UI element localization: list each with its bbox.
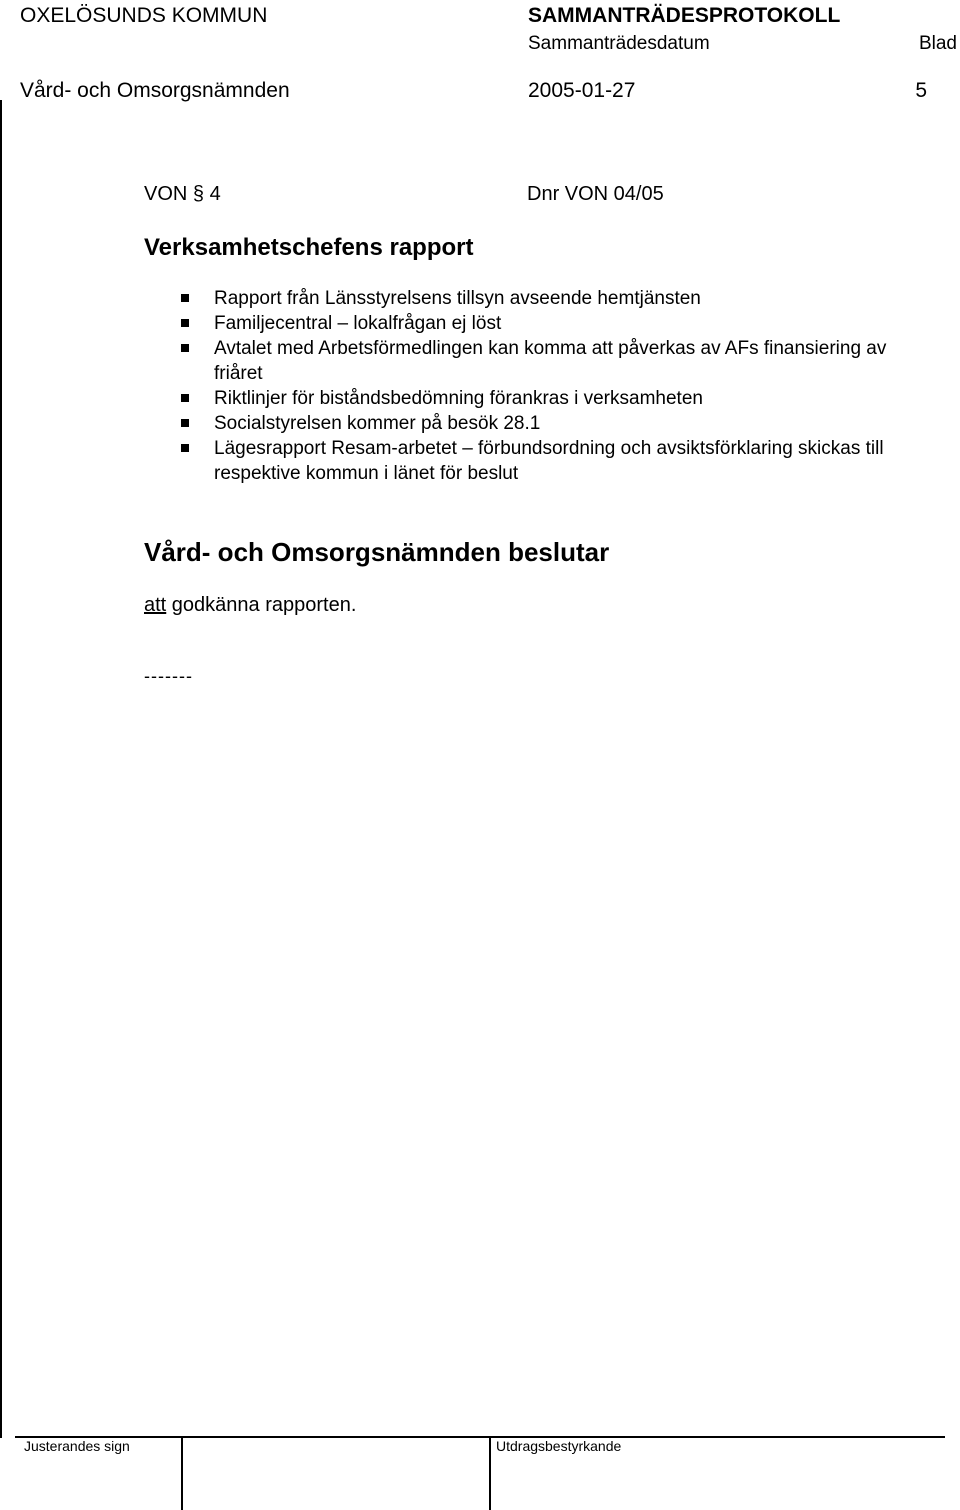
footer-column-line: [181, 1436, 183, 1510]
section-title: Verksamhetschefens rapport: [144, 234, 474, 261]
list-item: [144, 436, 904, 486]
bullet-square-icon: [181, 444, 189, 452]
list-item: [144, 411, 904, 436]
meeting-date: 2005-01-27: [528, 79, 636, 102]
list-item: [144, 336, 904, 386]
list-item-text: Socialstyrelsen kommer på besök 28.1: [214, 413, 541, 434]
bullet-square-icon: [181, 344, 189, 352]
list-item-text: Rapport från Länsstyrelsens tillsyn avseende hemtjänsten: [214, 288, 701, 309]
footer-divider: [15, 1436, 945, 1438]
bullet-square-icon: [181, 294, 189, 302]
left-frame-line: [0, 100, 2, 1438]
report-item-list: [144, 286, 904, 486]
bullet-square-icon: [181, 394, 189, 402]
section-separator: -------: [144, 666, 193, 686]
signature-label: Justerandes sign: [24, 1438, 130, 1454]
paragraph-reference: VON § 4: [144, 183, 221, 205]
diary-number: Dnr VON 04/05: [527, 183, 664, 205]
list-item: [144, 311, 904, 336]
document-type: SAMMANTRÄDESPROTOKOLL: [528, 4, 841, 27]
list-item-text: Riktlinjer för biståndsbedömning förankras i verksamheten: [214, 388, 703, 409]
bullet-square-icon: [181, 319, 189, 327]
decision-att: att: [144, 594, 167, 616]
decision-body: godkänna rapporten.: [166, 594, 357, 616]
list-item: [144, 386, 904, 411]
list-item-text: Lägesrapport Resam-arbetet – förbundsordning och avsiktsförklaring skickas till respektive kommun i länet för beslut: [214, 438, 884, 484]
list-item: [144, 286, 904, 311]
page-number: 5: [915, 79, 927, 102]
bullet-square-icon: [181, 419, 189, 427]
footer-column-line: [489, 1436, 491, 1510]
decision-text: [144, 594, 356, 617]
decision-heading: Vård- och Omsorgsnämnden beslutar: [144, 537, 610, 567]
municipality-name: OXELÖSUNDS KOMMUN: [20, 4, 268, 27]
list-item-text: Avtalet med Arbetsförmedlingen kan komma att påverkas av AFs finansiering av friåret: [214, 338, 887, 384]
certification-label: Utdragsbestyrkande: [496, 1438, 622, 1454]
page-label: Blad: [918, 33, 957, 54]
committee-name: Vård- och Omsorgsnämnden: [20, 79, 290, 102]
meeting-date-label: Sammanträdesdatum: [528, 33, 710, 54]
list-item-text: Familjecentral – lokalfrågan ej löst: [214, 313, 502, 334]
